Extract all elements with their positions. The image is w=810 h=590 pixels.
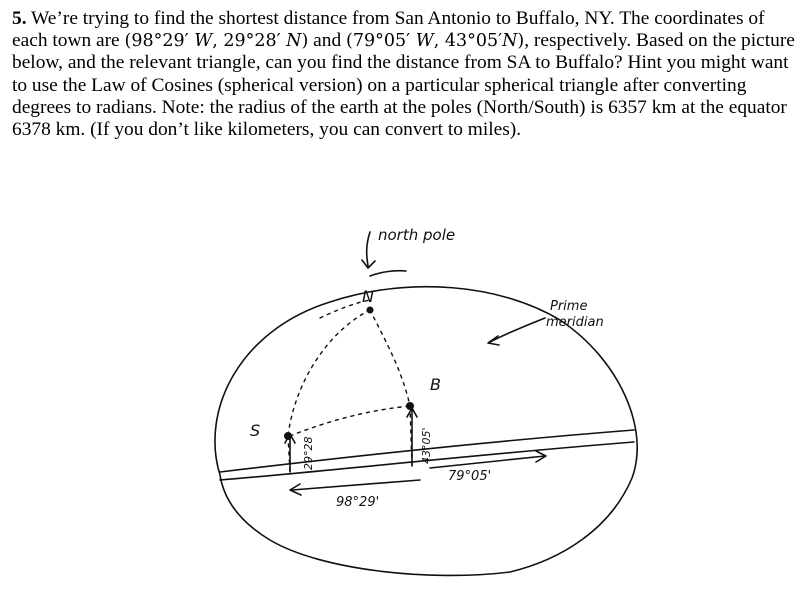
meridian-label: meridian	[546, 315, 604, 330]
sa-longitude-label: 98°29'	[336, 495, 380, 510]
n-label: N	[362, 287, 374, 306]
prime-meridian-arrow	[490, 318, 545, 342]
buffalo-longitude: 79°05′	[352, 31, 411, 52]
sphere-drawing	[180, 210, 650, 580]
buffalo-latitude-label: 43°05'	[420, 427, 433, 464]
pole-tick	[370, 271, 406, 276]
sa-latitude-dir: N	[286, 31, 302, 52]
meridian-to-buffalo	[370, 310, 410, 406]
buffalo-point	[406, 402, 414, 410]
s-label: S	[250, 421, 261, 440]
buf-lon-arrow	[430, 456, 545, 468]
sa-point	[284, 432, 292, 440]
north-pole-arrow	[367, 232, 370, 266]
buffalo-longitude-dir: W	[415, 31, 434, 52]
problem-text-intro: We’re trying to find the shortest distance from San Antonio to Buffalo, NY. The coordinates of each town are	[12, 8, 765, 52]
hemisphere-sketch	[180, 210, 650, 580]
buffalo-latitude-dir: N	[502, 31, 518, 52]
b-label: B	[430, 375, 441, 394]
sa-coordinates: (98°29′ W, 29°28′ N)	[124, 31, 309, 52]
meridian-to-sa	[288, 310, 370, 436]
problem-text-and: and	[308, 30, 347, 52]
buffalo-latitude: 43°05′	[444, 31, 503, 52]
buffalo-coordinates: (79°05′ W, 43°05′N)	[346, 31, 525, 52]
problem-statement	[12, 8, 800, 141]
sa-longitude-dir: W	[194, 31, 213, 52]
buffalo-longitude-label: 79°05'	[448, 469, 492, 484]
longitude-arrow	[292, 480, 420, 490]
sa-longitude: 98°29′	[131, 31, 189, 52]
prime-label: Prime	[550, 299, 588, 314]
problem-number: 5.	[12, 8, 27, 29]
north-point	[367, 307, 374, 314]
sa-latitude: 29°28′	[223, 31, 281, 52]
great-circle-sa-buffalo	[290, 406, 410, 436]
sa-latitude-label: 29°28	[302, 436, 315, 470]
north-pole-label: north pole	[378, 226, 456, 244]
problem-text-body: , respectively. Based on the picture below, and the relevant triangle, can you find the distance from SA to Buffalo? Hint you might want to use the Law of Cosines (spherical version) on a particular spherical triangle after converting degrees to radians. Note: the radius of the earth at the poles (North/South) is 6357 km at the equator 6378 km. (If you don’t like kilometers, you can convert to miles).	[12, 30, 795, 141]
